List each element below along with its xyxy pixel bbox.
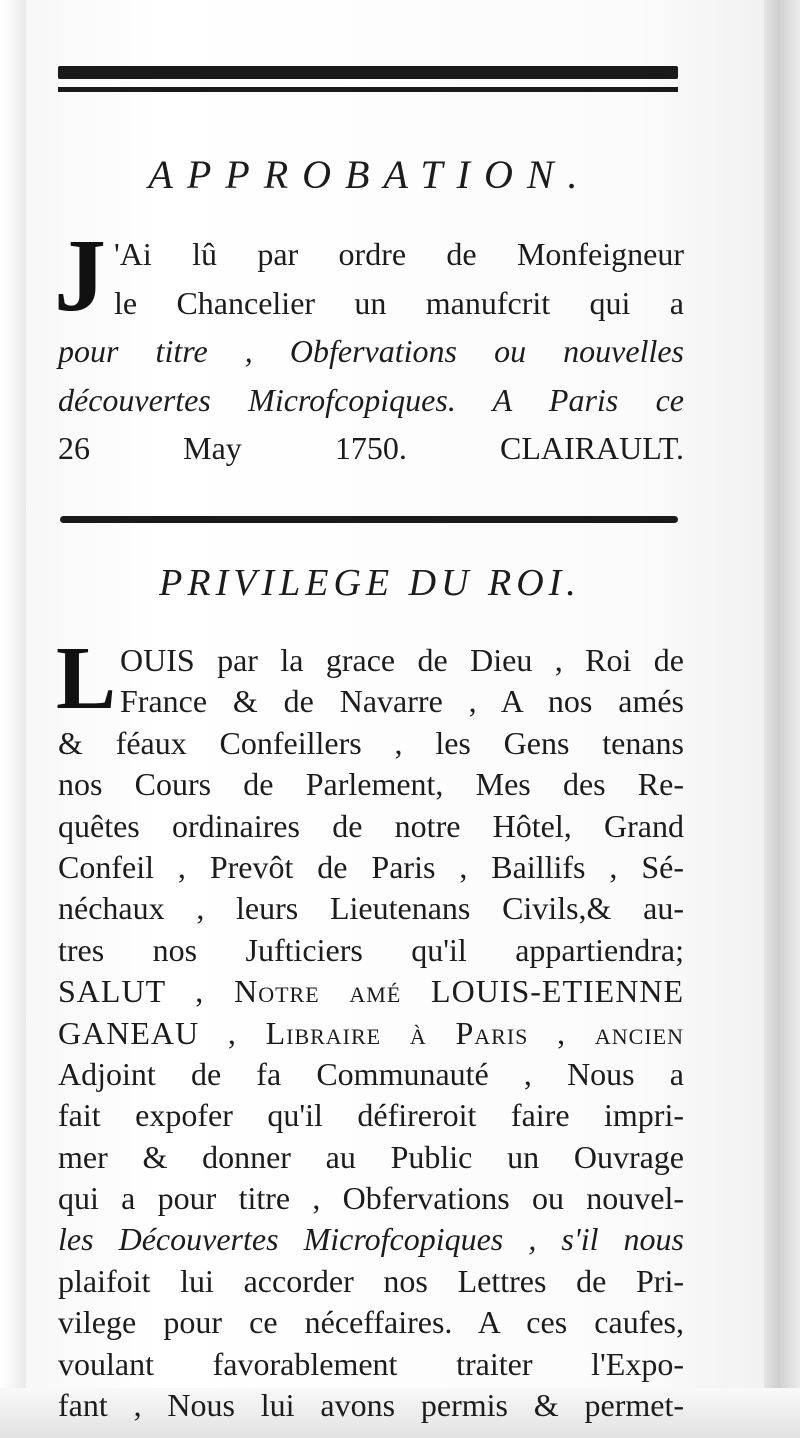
head-rule-thin xyxy=(58,87,678,92)
section-divider-rule xyxy=(60,516,678,523)
privilege-line: GANEAU , Libraire à Paris , ancien xyxy=(58,1014,684,1051)
approbation-line: pour titre , Obfervations ou nouvelles xyxy=(58,333,684,369)
privilege-line: OUIS par la grace de Dieu , Roi de xyxy=(120,642,684,678)
approbation-heading: APPROBATION. xyxy=(148,152,592,197)
privilege-line: SALUT , Notre amé LOUIS-ETIENNE xyxy=(58,973,684,1010)
privilege-line: tres nos Jufticiers qu'il appartiendra; xyxy=(58,931,684,968)
privilege-line: Confeil , Prevôt de Paris , Baillifs , Sé- xyxy=(58,848,684,885)
privilege-line: voulant favorablement traiter l'Expo- xyxy=(58,1345,684,1382)
page-edge-shadow xyxy=(764,0,800,1438)
privilege-line: vilege pour ce néceffaires. A ces caufes, xyxy=(58,1304,684,1341)
privilege-line: nos Cours de Parlement, Mes des Re- xyxy=(58,766,684,803)
privilege-line: France & de Navarre , A nos amés xyxy=(120,683,684,720)
privilege-line: Adjoint de fa Communauté , Nous a xyxy=(58,1055,684,1092)
privilege-line: fait expofer qu'il défireroit faire impri- xyxy=(58,1097,684,1134)
approbation-line: le Chancelier un manufcrit qui a xyxy=(114,284,684,321)
privilege-heading: PRIVILEGE DU ROI. xyxy=(159,562,581,604)
approbation-line: découvertes Microfcopiques. A Paris ce xyxy=(58,381,684,418)
privilege-line: & féaux Confeillers , les Gens tenans xyxy=(58,724,684,761)
privilege-line: néchaux , leurs Lieutenans Civils,& au- xyxy=(58,890,684,927)
privilege-line: les Découvertes Microfcopiques , s'il nous xyxy=(58,1221,684,1258)
privilege-line: quêtes ordinaires de notre Hôtel, Grand xyxy=(58,807,684,844)
approbation-signature-line: 26 May 1750. CLAIRAULT. xyxy=(58,430,684,466)
privilege-line: qui a pour titre , Obfervations ou nouvel- xyxy=(58,1180,684,1217)
privilege-drop-cap: L xyxy=(56,629,117,728)
privilege-line: mer & donner au Public un Ouvrage xyxy=(58,1138,684,1175)
approbation-line: 'Ai lû par ordre de Monfeigneur xyxy=(114,236,684,272)
head-rule-thick xyxy=(58,66,678,79)
privilege-line: plaifoit lui accorder nos Lettres de Pri- xyxy=(58,1262,684,1299)
approbation-text xyxy=(58,230,684,473)
privilege-text xyxy=(58,640,684,1426)
approbation-drop-cap: J xyxy=(54,218,106,333)
page-gutter-shadow xyxy=(0,0,26,1438)
privilege-line: fant , Nous lui avons permis & permet- xyxy=(58,1387,684,1424)
